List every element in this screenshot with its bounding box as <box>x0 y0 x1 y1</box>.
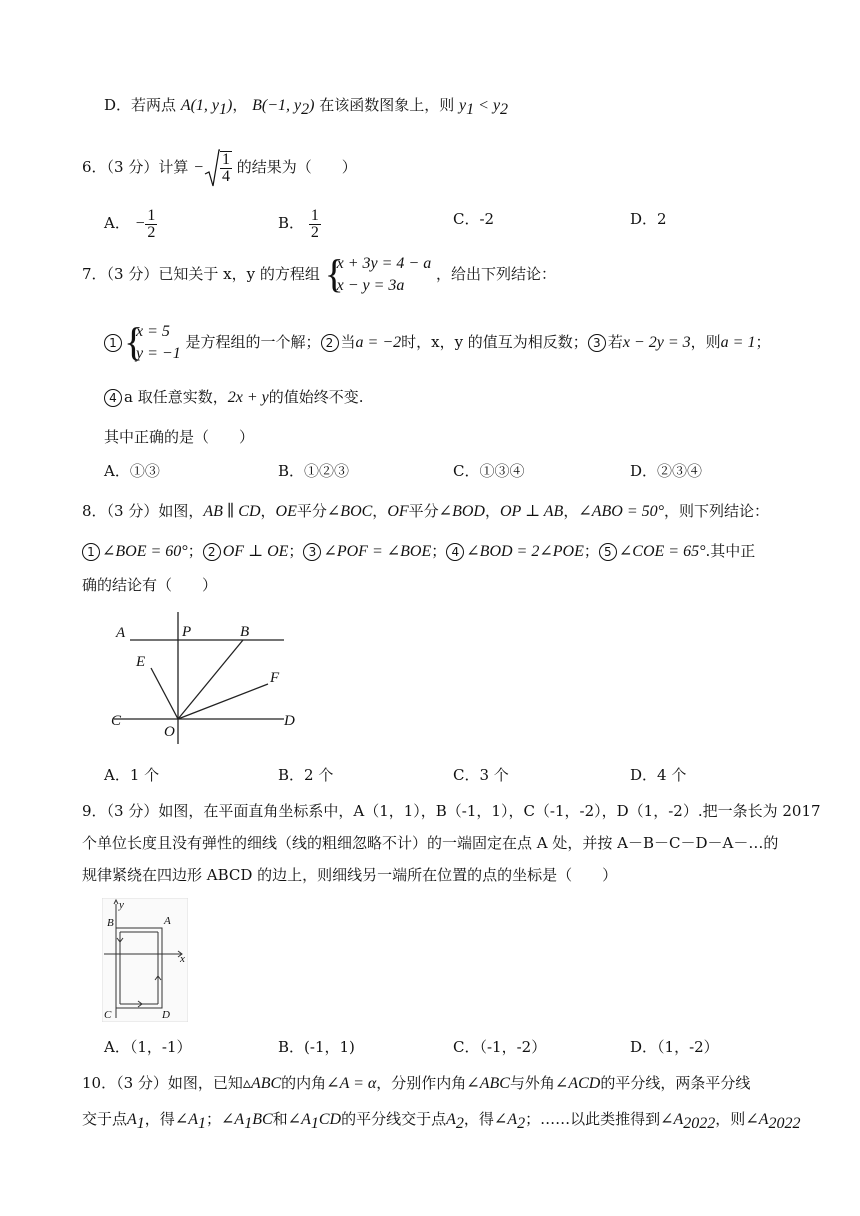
q8-figure <box>108 612 308 750</box>
label-f: F <box>270 670 280 686</box>
q9-figure <box>102 898 188 1022</box>
q10-line2: 交于点$A_1$，得$\angle A_1$；$\angle A_1BC$和$\angle A_1CD$的平分线交于点$A_2$，得$\angle A_2$；……以此类推得到$\angle A_{2022}$，则$\angle A_{2022}$ <box>82 1110 801 1132</box>
q7-option-a[interactable]: A．①③ <box>104 462 160 480</box>
label-a9: A <box>164 915 171 927</box>
q7-ask: 其中正确的是（ ） <box>104 428 255 446</box>
q9-option-c[interactable]: C．（-1，-2） <box>453 1038 547 1056</box>
label-x: x <box>180 953 185 965</box>
q5-option-d: D．若两点 A(1, $y_1$)， B(−1, $y_2$) 在该函数图象上，则 $y_1 < y_2$ <box>104 96 509 118</box>
label-d: D <box>284 713 295 729</box>
q9-option-a[interactable]: A．（1，-1） <box>104 1038 192 1056</box>
q9-line1: 9．（3 分）如图，在平面直角坐标系中，A（1，1），B（-1，1），C（-1，-2），D（1，-2）.把一条长为 2017 <box>82 802 821 820</box>
sqrt-sign: $\frac{1}{4}$ <box>204 148 232 188</box>
q8-option-c[interactable]: C．3 个 <box>453 766 509 784</box>
q7-conclusions-1: 1 { x = 5 y = −1 是方程组的一个解； 2 当a = −2时，x，y 的值互为相反数； 3 若x − 2y = 3，则a = 1； <box>104 318 770 367</box>
label-e: E <box>136 654 146 670</box>
q9-line2: 个单位长度且没有弹性的细线（线的粗细忽略不计）的一端固定在点 A 处，并按 A－B－C－D－A－…的 <box>82 834 779 852</box>
label-b: B <box>240 624 250 640</box>
q8-line3: 确的结论有（ ） <box>82 576 218 594</box>
q6-stem: 6．（3 分）计算 − $\frac{1}{4}$ 的结果为（ ） <box>82 148 357 188</box>
q7-option-c[interactable]: C．①③④ <box>453 462 525 480</box>
q8-results: 1 ∠BOE = 60°； 2 OF ⊥ OE； 3 ∠POF = ∠BOE； 4 ∠BOD = 2∠POE； 5 ∠COE = 65°.其中正 <box>82 540 755 563</box>
q6-option-a[interactable]: A． − $\frac{1}{2}$ <box>104 206 156 241</box>
q6-option-c[interactable]: C．-2 <box>453 210 495 228</box>
label-b9: B <box>107 917 114 929</box>
q7-option-d[interactable]: D．②③④ <box>630 462 703 480</box>
q9-option-b[interactable]: B．(-1，1) <box>278 1038 355 1056</box>
q8-option-d[interactable]: D．4 个 <box>630 766 687 784</box>
q8-stem: 8．（3 分）如图，AB ∥ CD，OE平分∠BOC，OF平分∠BOD，OP ⊥ AB，∠ABO = 50°，则下列结论： <box>82 502 770 520</box>
q7-option-b[interactable]: B．①②③ <box>278 462 350 480</box>
q6-option-b[interactable]: B． $\frac{1}{2}$ <box>278 206 319 241</box>
label-y: y <box>119 899 124 911</box>
label-c9: C <box>104 1009 112 1021</box>
q10-line1: 10．（3 分）如图，已知▵ABC的内角∠A = α，分别作内角∠ABC与外角∠ACD的平分线，两条平分线 <box>82 1074 751 1092</box>
label-d9: D <box>162 1009 170 1021</box>
label-c: C <box>111 713 122 729</box>
label-o: O <box>164 724 175 740</box>
q7-conclusion-4: 4 a 取任意实数，2x + y的值始终不变. <box>104 386 364 409</box>
q8-option-a[interactable]: A．1 个 <box>104 766 160 784</box>
label-p: P <box>182 624 192 640</box>
label-a: A <box>116 625 126 641</box>
q6-option-d[interactable]: D．2 <box>630 210 667 228</box>
q7-stem: 7．（3 分）已知关于 x，y 的方程组 { x + 3y = 4 − a x − y = 3a ，给出下列结论： <box>82 251 556 296</box>
q9-option-d[interactable]: D．（1，-2） <box>630 1038 719 1056</box>
q8-option-b[interactable]: B．2 个 <box>278 766 334 784</box>
q9-line3: 规律紧绕在四边形 ABCD 的边上，则细线另一端所在位置的点的坐标是（ ） <box>82 866 618 884</box>
